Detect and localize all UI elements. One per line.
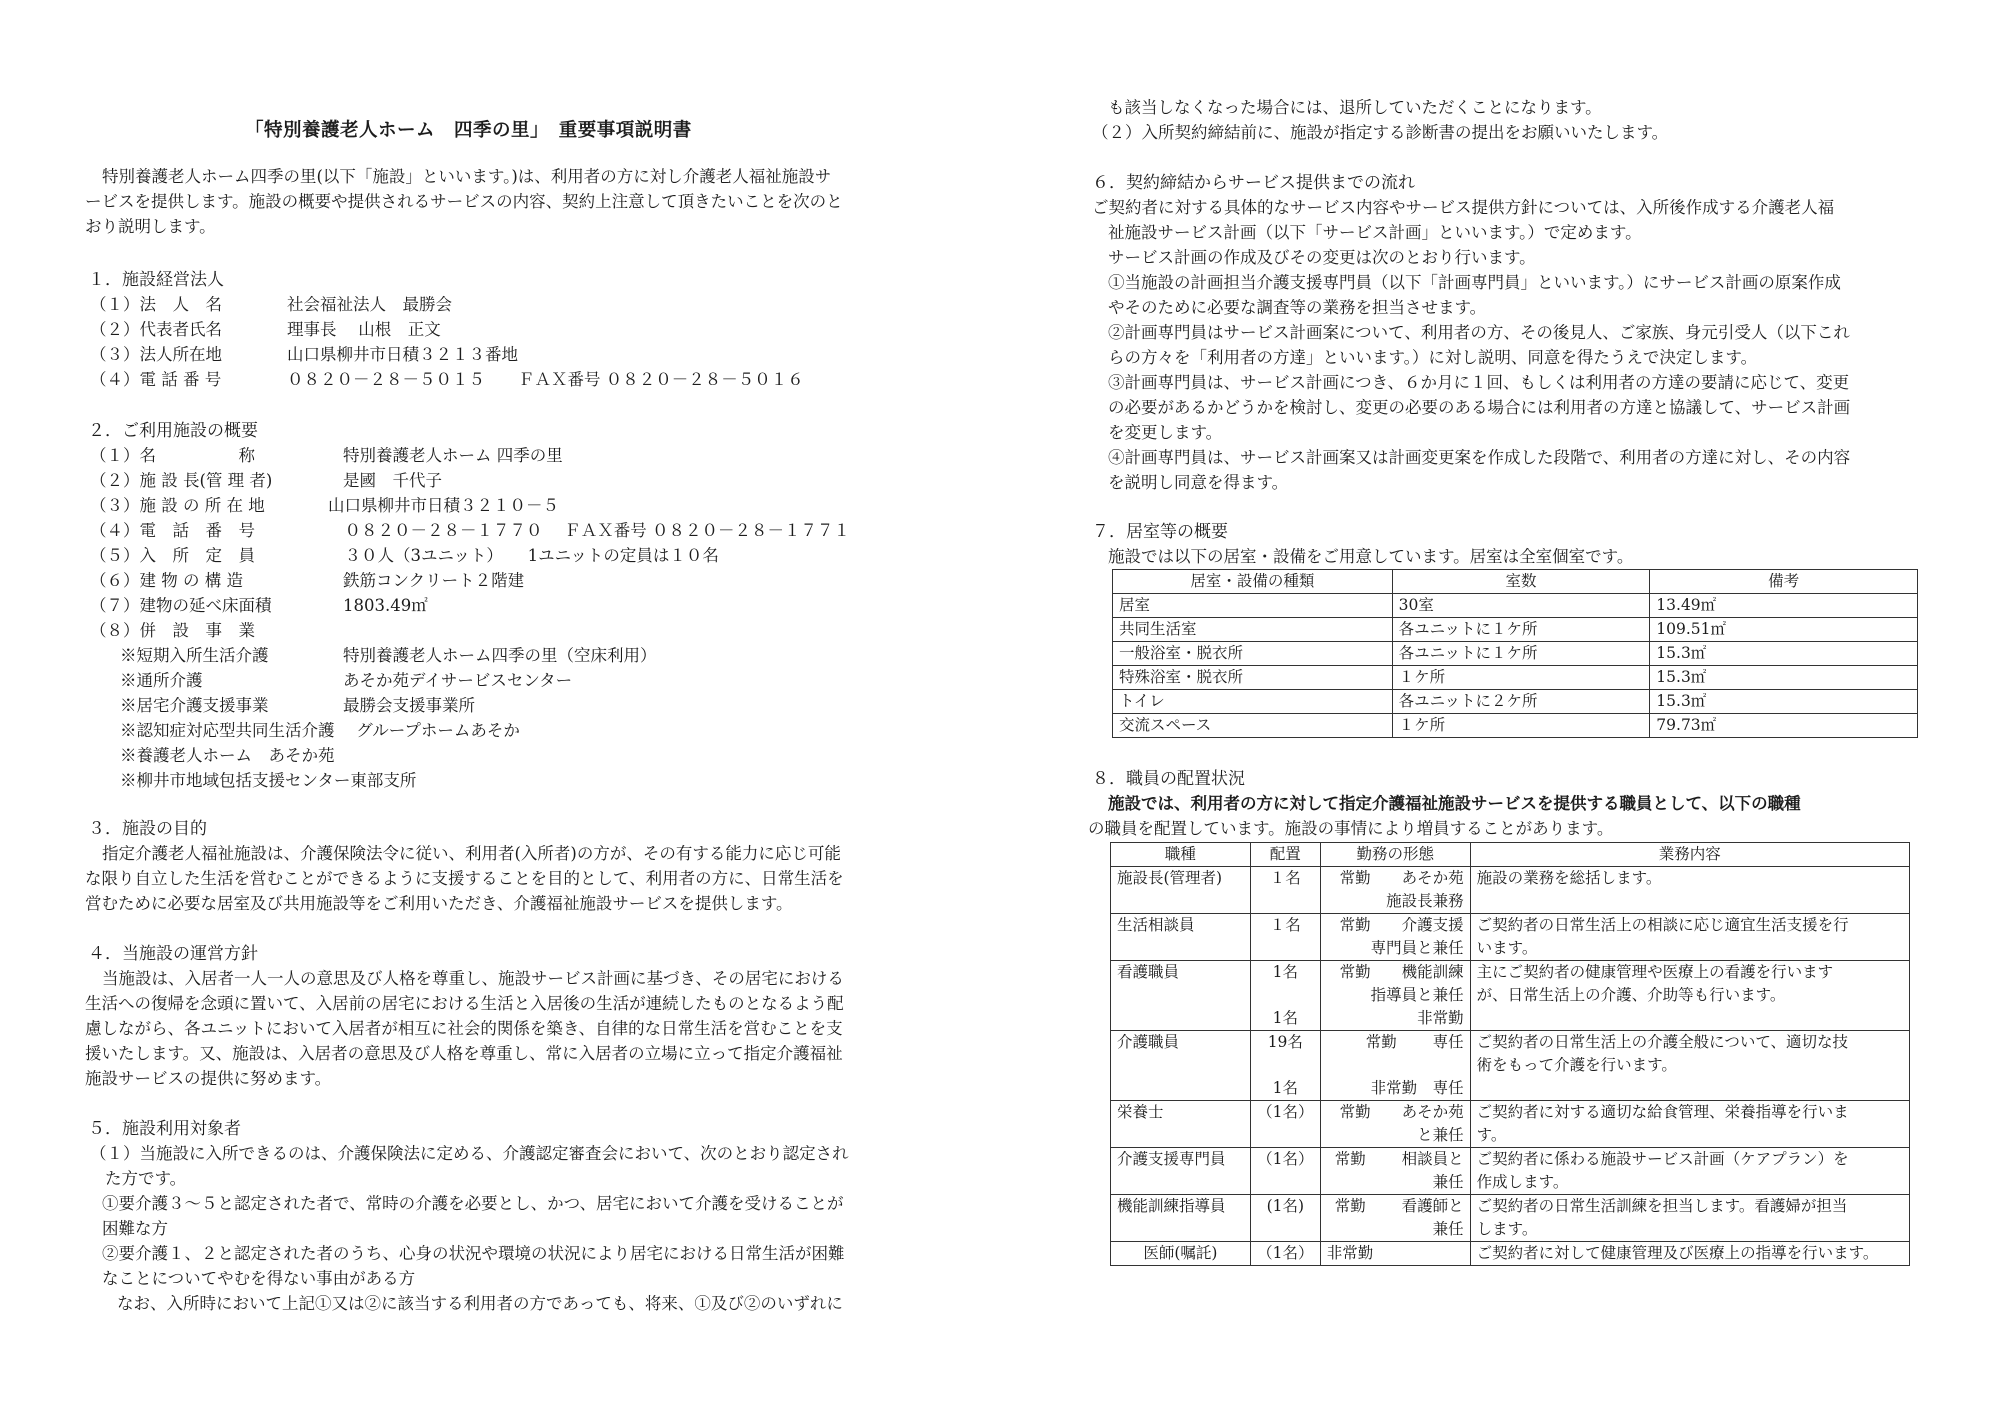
- body-line: ①当施設の計画担当介護支援専門員（以下「計画専門員」といいます。）にサービス計画の原案作成: [1108, 273, 1841, 292]
- table-cell: １名: [1250, 867, 1320, 914]
- table-row: [1111, 1101, 1910, 1148]
- section-8-heading: ８．職員の配置状況: [1092, 769, 1245, 789]
- table-cell: １ケ所: [1392, 666, 1650, 690]
- field-value: 特別養護老人ホーム 四季の里: [343, 446, 563, 465]
- table-cell: 介護支援専門員: [1111, 1148, 1251, 1195]
- field-label: （４）電 話 番 号: [90, 370, 222, 389]
- field-label: （８）併 設 事 業: [90, 621, 255, 640]
- table-cell: 15.3㎡: [1650, 642, 1918, 666]
- field-label: （３）法人所在地: [90, 345, 222, 364]
- table-cell: （1名）: [1250, 1242, 1320, 1266]
- annex-value: 特別養護老人ホーム四季の里（空床利用）: [343, 646, 657, 665]
- table-row: [1111, 1031, 1910, 1101]
- table-cell: 看護職員: [1111, 961, 1251, 1031]
- body-line: ②計画専門員はサービス計画案について、利用者の方、その後見人、ご家族、身元引受人（以下これ: [1108, 323, 1850, 342]
- annex-label: ※居宅介護支援事業: [120, 696, 269, 715]
- section-7-lead: 施設では以下の居室・設備をご用意しています。居室は全室個室です。: [1108, 547, 1634, 566]
- body-line: ②要介護１、２と認定された者のうち、心身の状況や環境の状況により居宅における日常生活が困難: [102, 1244, 845, 1263]
- field-value: 山口県柳井市日積３２１３番地: [287, 345, 518, 364]
- field-value: 社会福祉法人 最勝会: [287, 295, 452, 314]
- body-line: （１）当施設に入所できるのは、介護保険法に定める、介護認定審査会において、次のとおり認定され: [90, 1144, 849, 1163]
- intro-line: おり説明します。: [85, 217, 216, 236]
- table-cell: 常勤 看護師と 兼任: [1320, 1195, 1470, 1242]
- table-cell: 一般浴室・脱衣所: [1113, 642, 1393, 666]
- document-title: 「特別養護老人ホーム 四季の里」 重要事項説明書: [245, 120, 692, 141]
- column-header: 業務内容: [1470, 843, 1909, 867]
- body-line: な限り自立した生活を営むことができるように支援することを目的として、利用者の方に、日常生活を: [85, 869, 844, 888]
- table-cell: 15.3㎡: [1650, 690, 1918, 714]
- intro-line: ービスを提供します。施設の概要や提供されるサービスの内容、契約上注意して頂きたいことを次のと: [85, 192, 843, 211]
- table-cell: １ケ所: [1392, 714, 1650, 738]
- table-cell: 常勤 あそか苑 施設長兼務: [1320, 867, 1470, 914]
- table-cell: 機能訓練指導員: [1111, 1195, 1251, 1242]
- table-cell: 特殊浴室・脱衣所: [1113, 666, 1393, 690]
- table-cell: 常勤 あそか苑 と兼任: [1320, 1101, 1470, 1148]
- table-cell: ご契約者の日常生活上の相談に応じ適宜生活支援を行 います。: [1470, 914, 1909, 961]
- table-cell: 介護職員: [1111, 1031, 1251, 1101]
- table-cell: 19名 1名: [1250, 1031, 1320, 1101]
- table-cell: 15.3㎡: [1650, 666, 1918, 690]
- field-label: （２）施 設 長(管 理 者): [90, 471, 273, 490]
- body-line: 困難な方: [102, 1219, 168, 1238]
- table-cell: （1名）: [1250, 1101, 1320, 1148]
- column-header: 職種: [1111, 843, 1251, 867]
- section-4-heading: ４．当施設の運営方針: [88, 944, 258, 964]
- body-line: ③計画専門員は、サービス計画につき、６か月に１回、もしくは利用者の方達の要請に応じて、変更: [1108, 373, 1850, 392]
- table-row: [1111, 1242, 1910, 1266]
- table-cell: 居室: [1113, 594, 1393, 618]
- field-label: （３）施 設 の 所 在 地: [90, 496, 265, 515]
- table-cell: １名: [1250, 914, 1320, 961]
- table-cell: 常勤 介護支援 専門員と兼任: [1320, 914, 1470, 961]
- table-cell: 施設の業務を総括します。: [1470, 867, 1909, 914]
- table-row: [1111, 961, 1910, 1031]
- table-cell: 生活相談員: [1111, 914, 1251, 961]
- body-line: た方です。: [105, 1169, 187, 1188]
- column-header: 備考: [1650, 570, 1918, 594]
- intro-line: 特別養護老人ホーム四季の里(以下「施設」といいます。)は、利用者の方に対し介護老人福祉施設サ: [102, 167, 832, 186]
- body-line: の必要があるかどうかを検討し、変更の必要のある場合には利用者の方達と協議して、サービス計画: [1108, 398, 1851, 417]
- field-value: 1803.49㎡: [343, 596, 428, 615]
- column-header: 配置: [1250, 843, 1320, 867]
- table-header-row: [1111, 843, 1910, 867]
- body-line: 慮しながら、各ユニットにおいて入居者が相互に社会的関係を築き、自律的な日常生活を営むことを支: [85, 1019, 843, 1038]
- table-row: [1111, 1148, 1910, 1195]
- table-cell: 常勤 専任 非常勤 専任: [1320, 1031, 1470, 1101]
- section-8-lead: の職員を配置しています。施設の事情により増員することがあります。: [1088, 819, 1614, 838]
- body-line: なお、入所時において上記①又は②に該当する利用者の方であっても、将来、①及び②のいずれに: [117, 1294, 843, 1313]
- field-label: （１）名 称: [90, 446, 255, 465]
- field-value: 是國 千代子: [343, 471, 442, 490]
- field-label: （１）法 人 名: [90, 295, 222, 314]
- body-line: ご契約者に対する具体的なサービス内容やサービス提供方針については、入所後作成する介護老人福: [1092, 198, 1835, 217]
- table-header-row: [1113, 570, 1918, 594]
- table-cell: 常勤 機能訓練 指導員と兼任 非常勤: [1320, 961, 1470, 1031]
- table-cell: 1名 1名: [1250, 961, 1320, 1031]
- room-table: [1112, 569, 1918, 738]
- section-3-heading: ３．施設の目的: [88, 819, 207, 839]
- table-row: [1113, 642, 1918, 666]
- section-5-heading: ５．施設利用対象者: [88, 1119, 241, 1139]
- table-cell: 主にご契約者の健康管理や医療上の看護を行います が、日常生活上の介護、介助等も行います。: [1470, 961, 1909, 1031]
- body-line: 指定介護老人福祉施設は、介護保険法令に従い、利用者(入所者)の方が、その有する能力に応じ可能: [102, 844, 841, 863]
- body-line: ④計画専門員は、サービス計画案又は計画変更案を作成した段階で、利用者の方達に対し、その内容: [1108, 448, 1851, 467]
- table-cell: 共同生活室: [1113, 618, 1393, 642]
- section-8-lead: 施設では、利用者の方に対して指定介護福祉施設サービスを提供する職員として、以下の職種: [1108, 794, 1801, 813]
- field-value: ０８２０－２８－５０１５ ＦＡＸ番号 ０８２０－２８－５０１６: [287, 370, 804, 389]
- body-line: 祉施設サービス計画（以下「サービス計画」といいます。）で定めます。: [1108, 223, 1642, 242]
- section-1-heading: １．施設経営法人: [88, 270, 224, 290]
- body-line: 施設サービスの提供に努めます。: [85, 1069, 332, 1088]
- table-row: [1113, 618, 1918, 642]
- field-label: （６）建 物 の 構 造: [90, 571, 243, 590]
- field-value: ３０人（3ユニット） 1ユニットの定員は１０名: [328, 546, 719, 565]
- section-6-heading: ６．契約締結からサービス提供までの流れ: [1092, 173, 1415, 193]
- table-cell: 施設長(管理者): [1111, 867, 1251, 914]
- column-header: 勤務の形態: [1320, 843, 1470, 867]
- body-line: も該当しなくなった場合には、退所していただくことになります。: [1108, 98, 1602, 117]
- annex-label: ※柳井市地域包括支援センター東部支所: [120, 771, 417, 790]
- column-header: 室数: [1392, 570, 1650, 594]
- table-cell: ご契約者に対して健康管理及び医療上の指導を行います。: [1470, 1242, 1909, 1266]
- field-label: （５）入 所 定 員: [90, 546, 255, 565]
- table-cell: 非常勤: [1320, 1242, 1470, 1266]
- table-cell: 栄養士: [1111, 1101, 1251, 1148]
- table-cell: 109.51㎡: [1650, 618, 1918, 642]
- field-value: ０８２０－２８－１７７０ ＦＡＸ番号 ０８２０－２８－１７７１: [328, 521, 850, 540]
- body-line: らの方々を「利用者の方達」といいます。）に対し説明、同意を得たうえで決定します。: [1108, 348, 1758, 367]
- annex-value: あそか苑デイサービスセンター: [343, 671, 573, 690]
- body-line: を変更します。: [1108, 423, 1223, 442]
- table-row: [1113, 666, 1918, 690]
- table-row: [1111, 1195, 1910, 1242]
- table-cell: (1名): [1250, 1195, 1320, 1242]
- body-line: を説明し同意を得ます。: [1108, 473, 1289, 492]
- field-label: （４）電 話 番 号: [90, 521, 255, 540]
- table-row: [1113, 714, 1918, 738]
- table-row: [1113, 690, 1918, 714]
- table-cell: トイレ: [1113, 690, 1393, 714]
- table-cell: ご契約者の日常生活上の介護全般について、適切な技 術をもって介護を行います。: [1470, 1031, 1909, 1101]
- body-line: 生活への復帰を念頭に置いて、入居前の居宅における生活と入居後の生活が連続したものとなるよう配: [85, 994, 844, 1013]
- body-line: （２）入所契約締結前に、施設が指定する診断書の提出をお願いいたします。: [1092, 123, 1669, 142]
- field-label: （２）代表者氏名: [90, 320, 222, 339]
- table-cell: 79.73㎡: [1650, 714, 1918, 738]
- table-cell: 各ユニットに２ケ所: [1392, 690, 1650, 714]
- body-line: ①要介護３～５と認定された者で、常時の介護を必要とし、かつ、居宅において介護を受けることが: [102, 1194, 844, 1213]
- table-cell: ご契約者に係わる施設サービス計画（ケアプラン）を 作成します。: [1470, 1148, 1909, 1195]
- body-line: なことについてやむを得ない事由がある方: [102, 1269, 416, 1288]
- annex-label: ※認知症対応型共同生活介護 グループホームあそか: [120, 721, 520, 740]
- section-7-heading: ７．居室等の概要: [1092, 522, 1228, 542]
- table-cell: 医師(嘱託): [1111, 1242, 1251, 1266]
- body-line: 当施設は、入居者一人一人の意思及び人格を尊重し、施設サービス計画に基づき、その居宅における: [102, 969, 844, 988]
- field-value: 理事長 山根 正文: [287, 320, 441, 339]
- table-cell: 各ユニットに１ケ所: [1392, 618, 1650, 642]
- table-cell: ご契約者に対する適切な給食管理、栄養指導を行いま す。: [1470, 1101, 1909, 1148]
- annex-label: ※養護老人ホーム あそか苑: [120, 746, 335, 765]
- field-value: 鉄筋コンクリート２階建: [343, 571, 525, 590]
- section-2-heading: ２．ご利用施設の概要: [88, 421, 258, 441]
- annex-label: ※短期入所生活介護: [120, 646, 269, 665]
- body-line: 営むために必要な居室及び共用施設等をご利用いただき、介護福祉施設サービスを提供します。: [85, 894, 793, 913]
- table-cell: 30室: [1392, 594, 1650, 618]
- body-line: 援いたします。又、施設は、入居者の意思及び人格を尊重し、常に入居者の立場に立って指定介護福祉: [85, 1044, 843, 1063]
- table-row: [1111, 867, 1910, 914]
- table-cell: ご契約者の日常生活訓練を担当します。看護婦が担当 します。: [1470, 1195, 1909, 1242]
- table-cell: 交流スペース: [1113, 714, 1393, 738]
- table-cell: （1名）: [1250, 1148, 1320, 1195]
- field-label: （７）建物の延べ床面積: [90, 596, 272, 615]
- table-row: [1113, 594, 1918, 618]
- staff-table: [1110, 842, 1910, 1266]
- annex-value: 最勝会支援事業所: [343, 696, 475, 715]
- table-cell: 常勤 相談員と 兼任: [1320, 1148, 1470, 1195]
- table-cell: 各ユニットに１ケ所: [1392, 642, 1650, 666]
- field-value: 山口県柳井市日積３２１０－５: [328, 496, 559, 515]
- body-line: サービス計画の作成及びその変更は次のとおり行います。: [1108, 248, 1536, 267]
- table-row: [1111, 914, 1910, 961]
- annex-label: ※通所介護: [120, 671, 203, 690]
- table-cell: 13.49㎡: [1650, 594, 1918, 618]
- body-line: やそのために必要な調査等の業務を担当させます。: [1108, 298, 1487, 317]
- column-header: 居室・設備の種類: [1113, 570, 1393, 594]
